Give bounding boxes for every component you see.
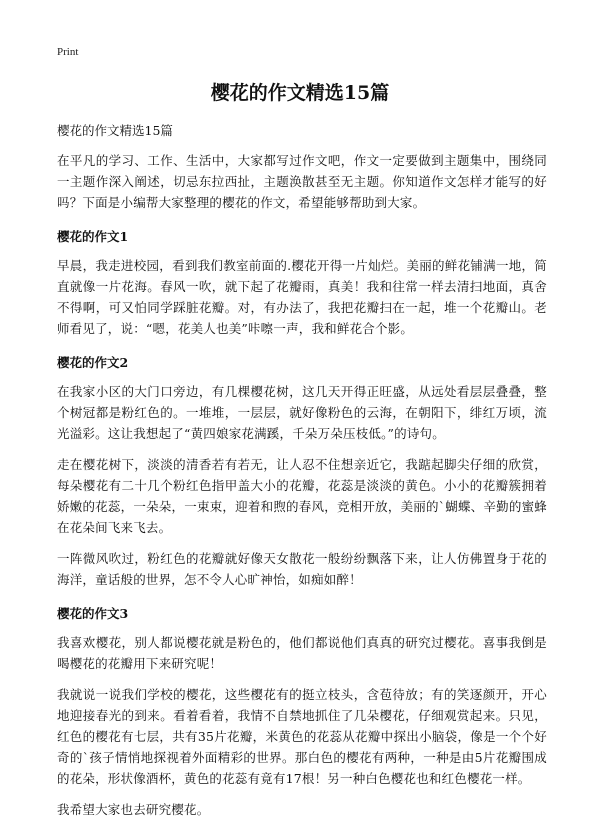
essay-paragraph: 早晨，我走进校园，看到我们教室前面的.樱花开得一片灿烂。美丽的鲜花铺满一地，简直就像一片花海。春风一吹，就下起了花瓣雨，真美！我和往常一样去清扫地面，真舍不得啊，可又怕同学踩脏花瓣。对，有办法了，我把花瓣扫在一起，堆一个花瓣山。老师看见了，说：“嗯，花美人也美”咔嚓一声，我和鲜花合个影。 bbox=[57, 258, 547, 336]
essay-heading: 樱花的作文1 bbox=[57, 229, 129, 244]
essay-paragraph: 一阵微风吹过，粉红色的花瓣就好像天女散花一般纷纷飘落下来，让人仿佛置身于花的海洋，童话般的世界，怎不令人心旷神怡，如痴如醉！ bbox=[57, 551, 547, 587]
intro-paragraph: 在平凡的学习、工作、生活中，大家都写过作文吧，作文一定要做到主题集中，围绕同一主题作深入阐述，切忌东拉西扯，主题涣散甚至无主题。你知道作文怎样才能写的好吗？下面是小编帮大家整理的樱花的作文，希望能够帮助到大家。 bbox=[57, 153, 547, 210]
essay-paragraph: 在我家小区的大门口旁边，有几棵樱花树，这几天开得正旺盛，从远处看层层叠叠，整个树冠都是粉红色的。一堆堆，一层层，就好像粉色的云海，在朝阳下，绯红万顷，流光溢彩。这让我想起了“黄四娘家花满蹊，千朵万朵压枝低。”的诗句。 bbox=[57, 384, 547, 441]
print-link[interactable]: Print bbox=[57, 46, 79, 58]
page-subtitle: 樱花的作文精选15篇 bbox=[57, 123, 173, 138]
page-title: 樱花的作文精选15篇 bbox=[210, 82, 390, 104]
essay-paragraph: 我就说一说我们学校的樱花，这些樱花有的挺立枝头，含苞待放；有的笑逐颜开，开心地迎接春光的到来。看着看着，我情不自禁地抓住了几朵樱花，仔细观赏起来。只见，红色的樱花有七层，共有35片花瓣，米黄色的花蕊从花瓣中探出小脑袋，像是一个个好奇的`孩子情悄地探视着外面精彩的世界。那白色的樱花有两种，一种是由5片花瓣围成的花朵，形状像酒杯，黄色的花蕊有竟有17根！另一种白色樱花也和红色樱花一样。 bbox=[57, 687, 547, 786]
essay-heading: 樱花的作文2 bbox=[57, 355, 129, 370]
essay-paragraph: 我希望大家也去研究樱花。 bbox=[57, 802, 210, 817]
article-body bbox=[57, 150, 547, 830]
essay-paragraph: 走在樱花树下，淡淡的清香若有若无，让人忍不住想亲近它，我踮起脚尖仔细的欣赏，每朵樱花有二十几个粉红色指甲盖大小的花瓣，花蕊是淡淡的黄色。小小的花瓣簇拥着娇嫩的花蕊，一朵朵，一束束，迎着和煦的春风，竞相开放，美丽的`蝴蝶、辛勤的蜜蜂在花朵间飞来飞去。 bbox=[57, 457, 547, 535]
essay-paragraph: 我喜欢樱花，别人都说樱花就是粉色的，他们都说他们真真的研究过樱花。喜事我倒是喝樱花的花瓣用下来研究呢！ bbox=[57, 635, 547, 671]
essay-heading: 樱花的作文3 bbox=[57, 606, 129, 621]
